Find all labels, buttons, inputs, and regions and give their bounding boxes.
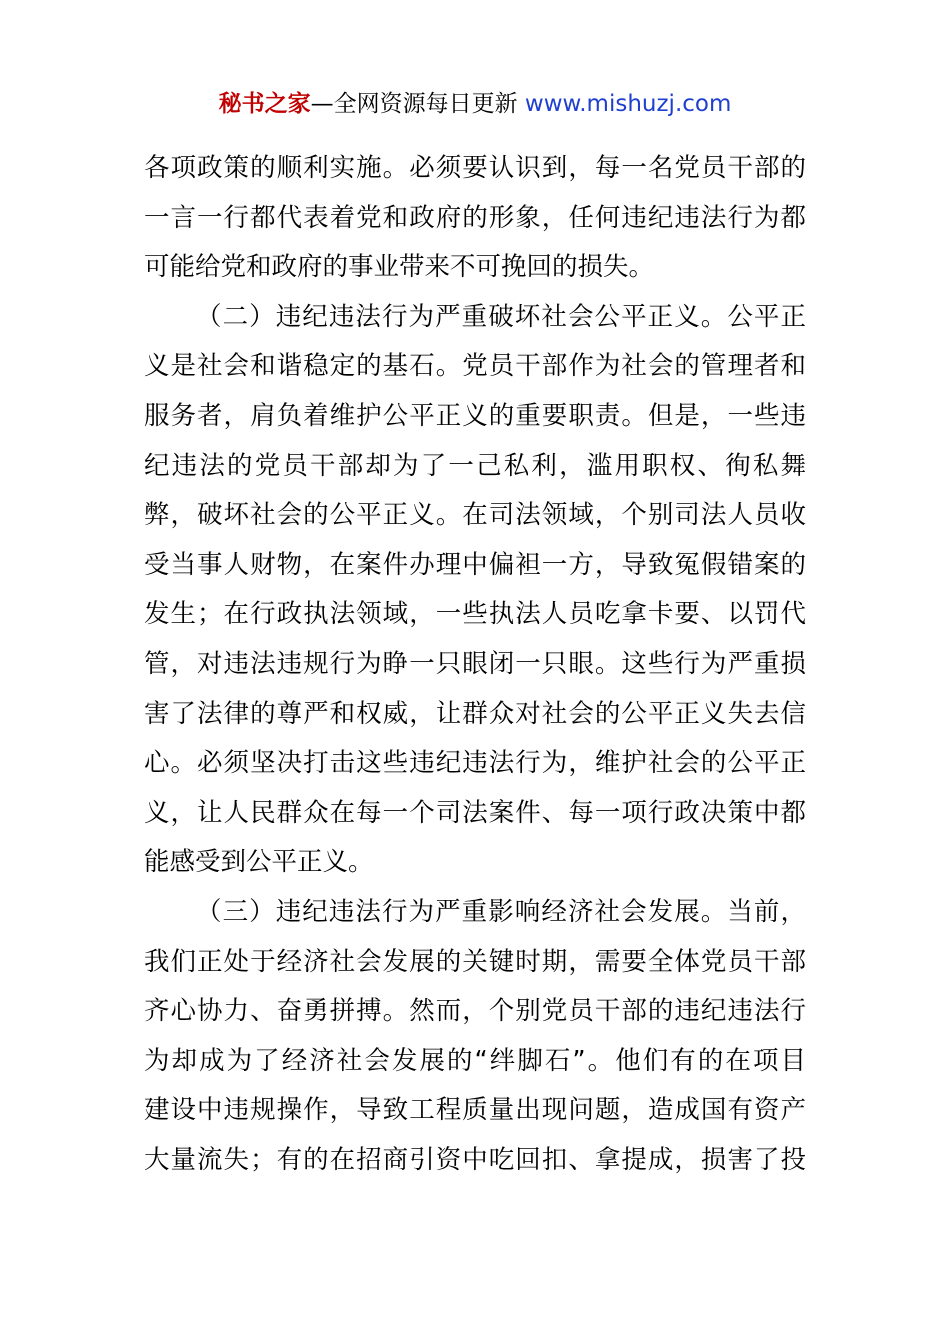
text-line: 受当事人财物，在案件办理中偏袒一方，导致冤假错案的 xyxy=(144,549,806,580)
text-line: 弊，破坏社会的公平正义。在司法领域，个别司法人员收 xyxy=(144,500,806,531)
brand-name: 秘书之家 xyxy=(218,91,311,117)
paragraph-heading-line: （二）违纪违法行为严重破坏社会公平正义。公平正 xyxy=(196,301,806,332)
text-line: 害了法律的尊严和权威，让群众对社会的公平正义失去信 xyxy=(144,698,806,729)
text-line: 齐心协力、奋勇拼搏。然而，个别党员干部的违纪违法行 xyxy=(144,996,806,1027)
text-line: 义，让人民群众在每一个司法案件、每一项行政决策中都 xyxy=(144,797,806,828)
text-line: 一言一行都代表着党和政府的形象，任何违纪违法行为都 xyxy=(144,202,806,233)
text-line: 管，对违法违规行为睁一只眼闭一只眼。这些行为严重损 xyxy=(144,648,806,679)
text-line: 各项政策的顺利实施。必须要认识到，每一名党员干部的 xyxy=(144,153,806,183)
text-line: 建设中违规操作，导致工程质量出现问题，造成国有资产 xyxy=(144,1095,806,1126)
text-line: 心。必须坚决打击这些违纪违法行为，维护社会的公平正 xyxy=(144,748,806,779)
text-line: 可能给党和政府的事业带来不可挽回的损失。 xyxy=(144,252,655,283)
paragraph-heading-line: （三）违纪违法行为严重影响经济社会发展。当前， xyxy=(196,896,806,927)
text-line: 能感受到公平正义。 xyxy=(144,847,374,878)
page-header xyxy=(0,88,950,120)
text-line: 纪违法的党员干部却为了一己私利，滥用职权、徇私舞 xyxy=(144,450,806,481)
document-body xyxy=(144,144,806,1185)
website-link[interactable]: www.mishuzj.com xyxy=(524,91,732,117)
header-slogan: —全网资源每日更新 xyxy=(310,91,518,117)
text-line: 为却成为了经济社会发展的“绊脚石”。他们有的在项目 xyxy=(144,1045,806,1076)
text-line: 义是社会和谐稳定的基石。党员干部作为社会的管理者和 xyxy=(144,351,806,382)
text-line: 我们正处于经济社会发展的关键时期，需要全体党员干部 xyxy=(144,946,806,977)
text-line: 发生；在行政执法领域，一些执法人员吃拿卡要、以罚代 xyxy=(144,599,806,630)
text-line: 大量流失；有的在招商引资中吃回扣、拿提成，损害了投 xyxy=(144,1144,806,1175)
text-line: 服务者，肩负着维护公平正义的重要职责。但是，一些违 xyxy=(144,400,806,431)
